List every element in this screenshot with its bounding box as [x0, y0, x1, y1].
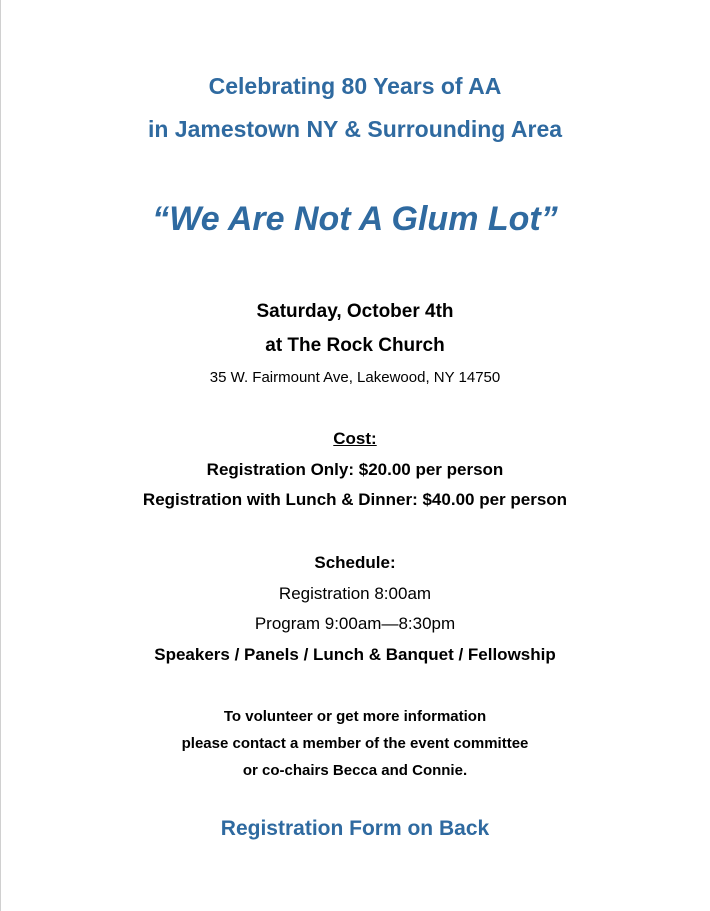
schedule-activities: Speakers / Panels / Lunch & Banquet / Fellowship	[154, 645, 556, 664]
cost-registration-lunch-dinner: Registration with Lunch & Dinner: $40.00 per person	[142, 490, 568, 509]
title-line-1: Celebrating 80 Years of AA	[208, 73, 502, 99]
schedule-registration-time: Registration 8:00am	[278, 584, 432, 603]
schedule-program-time: Program 9:00am—8:30pm	[254, 614, 456, 633]
registration-form-note: Registration Form on Back	[220, 817, 490, 840]
event-address: 35 W. Fairmount Ave, Lakewood, NY 14750	[209, 369, 501, 386]
cost-registration-only: Registration Only: $20.00 per person	[206, 460, 504, 479]
event-date: Saturday, October 4th	[256, 301, 454, 322]
contact-line-1: To volunteer or get more information	[223, 708, 487, 725]
contact-line-2: please contact a member of the event committee	[181, 735, 529, 752]
schedule-heading: Schedule:	[314, 553, 396, 572]
title-line-2: in Jamestown NY & Surrounding Area	[147, 116, 563, 142]
cost-heading: Cost:	[333, 429, 377, 448]
event-venue: at The Rock Church	[265, 335, 445, 356]
contact-line-3: or co-chairs Becca and Connie.	[242, 762, 468, 779]
motto: “We Are Not A Glum Lot”	[152, 200, 558, 238]
